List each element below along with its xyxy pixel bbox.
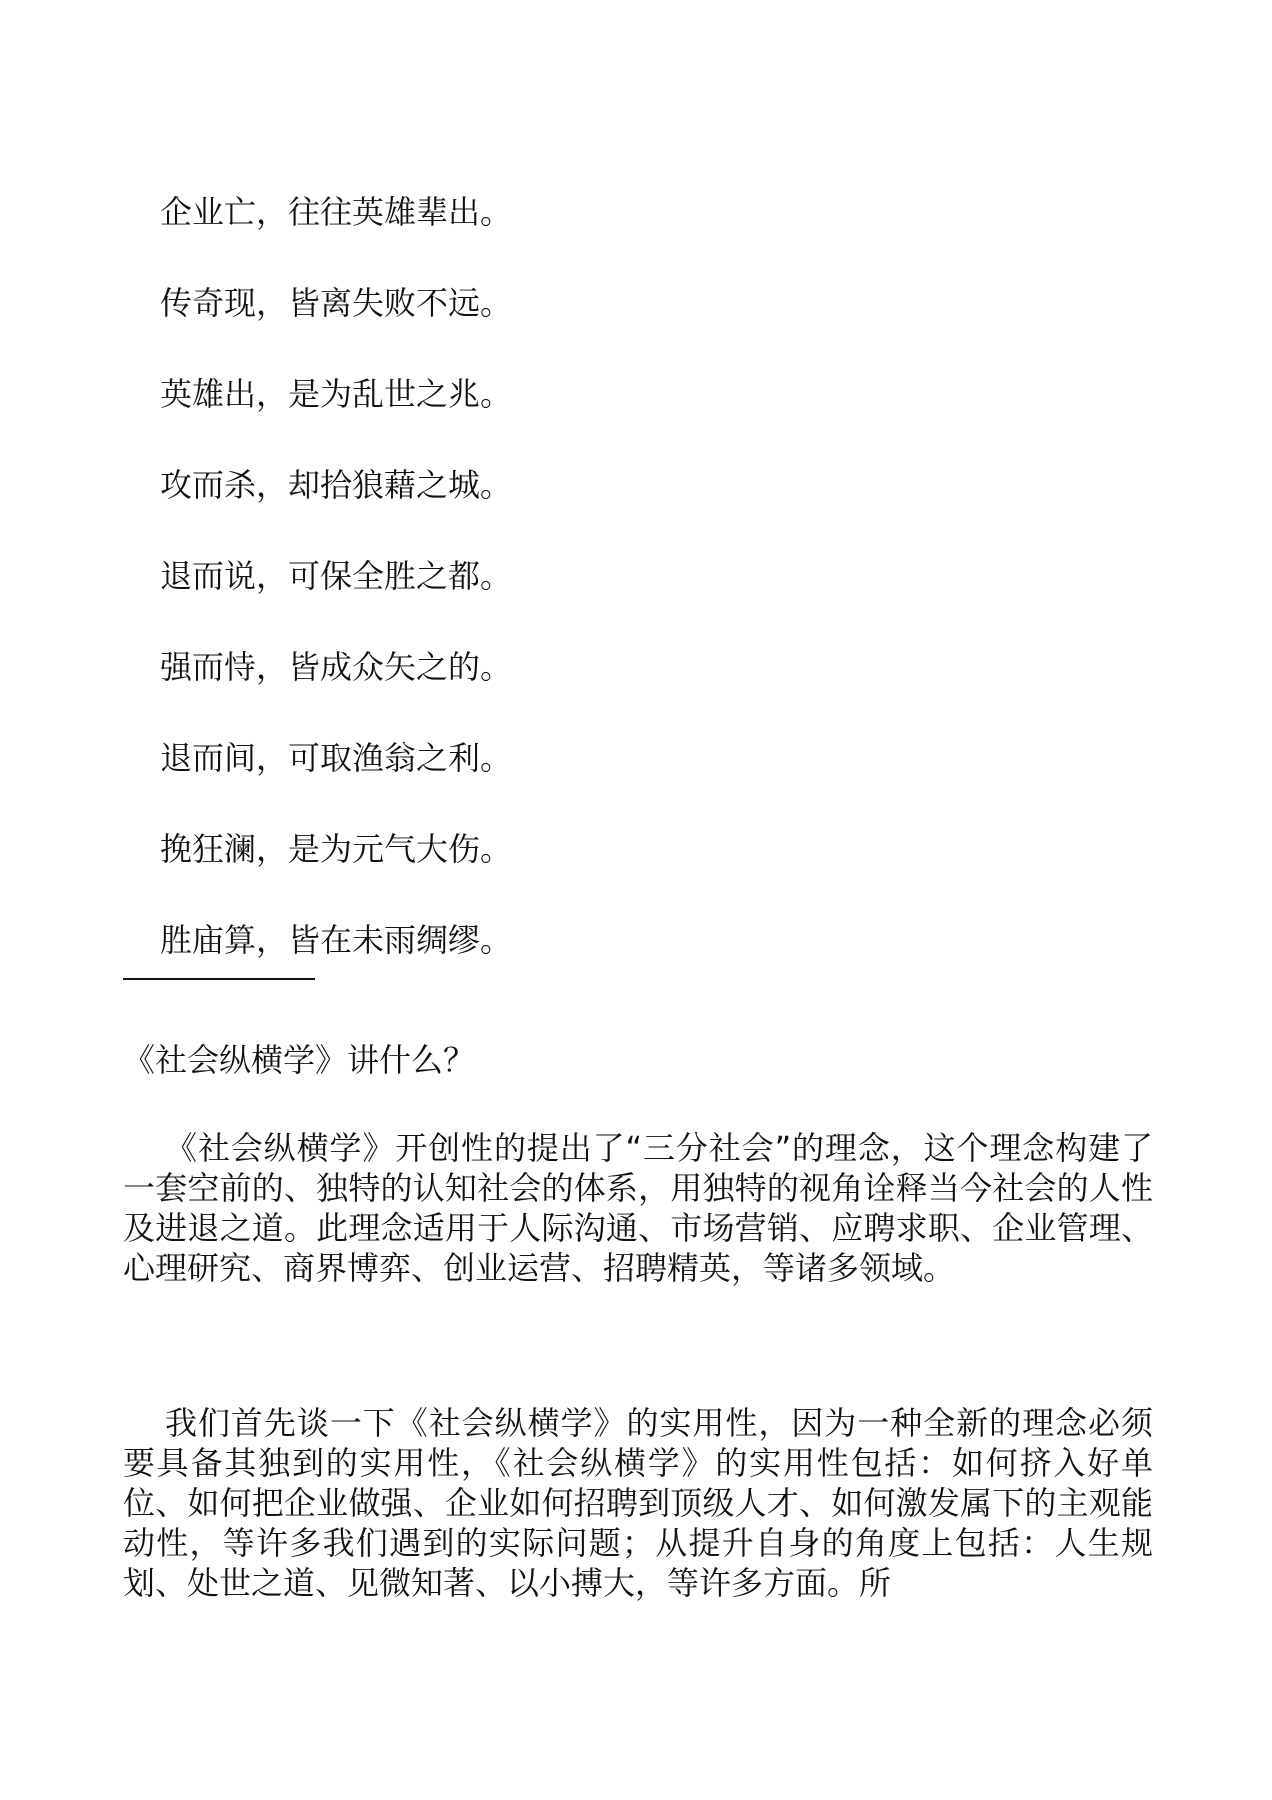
poem-line: 强而恃，皆成众矢之的。 bbox=[160, 648, 513, 686]
body-paragraph: 《社会纵横学》开创性的提出了“三分社会”的理念，这个理念构建了一套空前的、独特的认知社会的体系，用独特的视角诠释当今社会的人性及进退之道。此理念适用于人际沟通、市场营销、应聘求职、企业管理、心理研究、商界博弈、创业运营、招聘精英，等诸多领域。 bbox=[123, 1129, 1153, 1287]
section-divider bbox=[123, 978, 315, 980]
poem-line: 胜庙算，皆在未雨绸缪。 bbox=[160, 921, 513, 959]
poem-line: 攻而杀，却拾狼藉之城。 bbox=[160, 466, 513, 504]
poem-line: 退而间，可取渔翁之利。 bbox=[160, 739, 513, 777]
poem-line: 英雄出，是为乱世之兆。 bbox=[160, 375, 513, 413]
poem-line: 挽狂澜，是为元气大伤。 bbox=[160, 830, 513, 868]
poem-line: 企业亡，往往英雄辈出。 bbox=[160, 193, 513, 231]
section-heading: 《社会纵横学》讲什么？ bbox=[123, 1041, 476, 1079]
poem bbox=[160, 192, 512, 1011]
poem-line: 退而说，可保全胜之都。 bbox=[160, 557, 513, 595]
body-paragraph: 我们首先谈一下《社会纵横学》的实用性，因为一种全新的理念必须要具备其独到的实用性，《社会纵横学》的实用性包括：如何挤入好单位、如何把企业做强、企业如何招聘到顶级人才、如何激发属下的主观能动性，等许多我们遇到的实际问题；从提升自身的角度上包括：人生规划、处世之道、见微知著、以小搏大，等许多方面。所 bbox=[123, 1404, 1153, 1602]
poem-line: 传奇现，皆离失败不远。 bbox=[160, 284, 513, 322]
